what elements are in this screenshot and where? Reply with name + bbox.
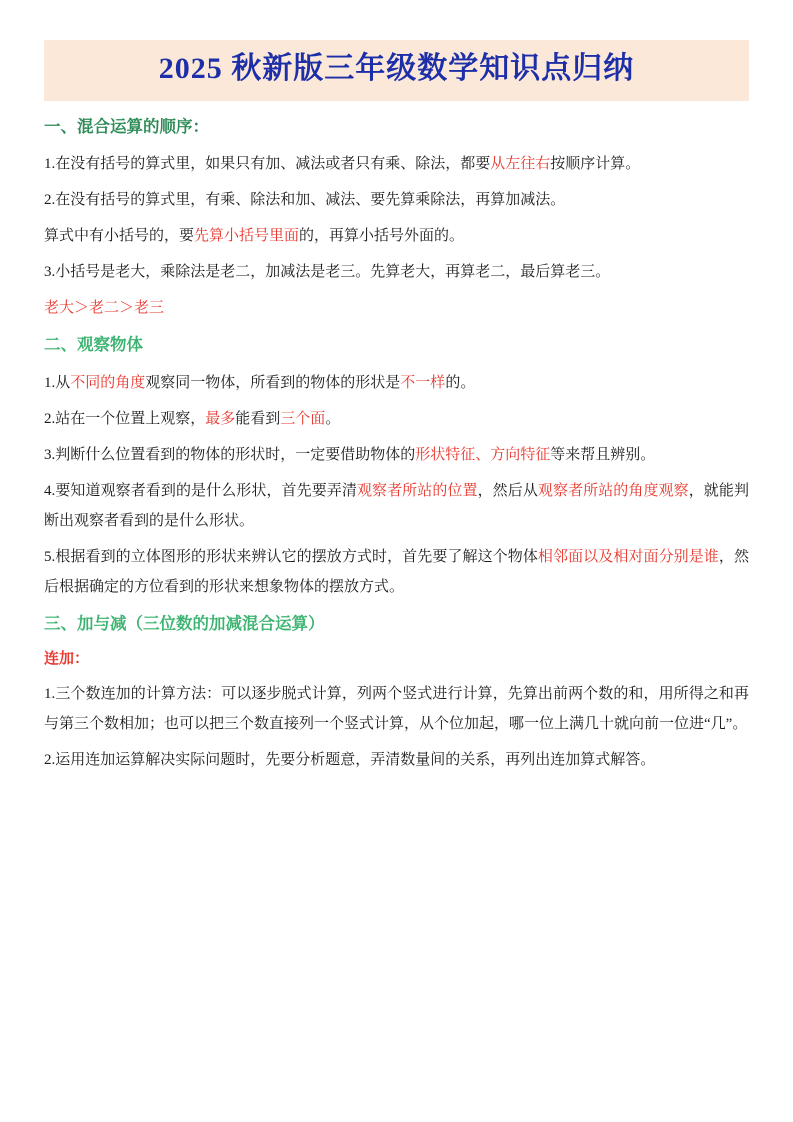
text-run: 。 — [325, 411, 341, 427]
body-paragraph — [44, 293, 749, 323]
text-run: 先算小括号里面 — [194, 228, 300, 245]
sub-heading — [44, 647, 749, 671]
text-run: 观察者所站的角度观察 — [537, 483, 689, 499]
text-run: 最多 — [205, 411, 236, 427]
text-run: 算式中有小括号的，要 — [44, 228, 195, 245]
title-banner — [44, 40, 749, 101]
page-title: 2025 秋新版三年级数学知识点归纳 — [158, 52, 635, 85]
document-body — [44, 115, 749, 775]
text-run: 的。 — [445, 375, 476, 391]
text-run: 不一样 — [400, 375, 446, 391]
text-run: 从左往右 — [490, 156, 551, 173]
text-run: 形状特征、方向特征 — [415, 447, 551, 463]
body-paragraph — [44, 149, 749, 179]
body-paragraph — [44, 257, 749, 287]
text-run: 4.要知道观察者看到的是什么形状，首先要弄清 — [44, 483, 357, 499]
text-run: 老大＞老二＞老三 — [44, 300, 165, 317]
body-paragraph — [44, 404, 749, 434]
text-run: ，就能判断出观察者看到的是什么形状。 — [44, 483, 749, 529]
body-paragraph — [44, 542, 749, 602]
body-paragraph — [44, 679, 749, 739]
text-run: 不同的角度 — [70, 375, 146, 391]
text-run: 等来帮且辨别。 — [550, 447, 656, 463]
body-paragraph — [44, 185, 749, 215]
body-paragraph — [44, 745, 749, 775]
section-heading: 二、观察物体 — [44, 335, 143, 355]
body-paragraph — [44, 368, 749, 398]
text-run: 2.在没有括号的算式里，有乘、除法和加、减法、要先算乘除法，再算加减法。 — [44, 192, 566, 209]
text-run: ，然后根据确定的方位看到的形状来想象物体的摆放方式。 — [44, 549, 749, 595]
text-run: 三个面 — [280, 411, 326, 427]
text-run: 能看到 — [235, 411, 281, 427]
body-paragraph — [44, 440, 749, 470]
section-heading: 三、加与减（三位数的加减混合运算） — [44, 614, 325, 633]
text-run: 的，再算小括号外面的。 — [299, 228, 465, 245]
text-run: 1.从 — [44, 375, 71, 391]
text-run: 1.在没有括号的算式里，如果只有加、减法或者只有乘、除法，都要 — [44, 156, 491, 173]
section-heading: 一、混合运算的顺序： — [44, 116, 209, 136]
text-run: 5.根据看到的立体图形的形状来辨认它的摆放方式时，首先要了解这个物体 — [44, 549, 538, 565]
text-run: 观察同一物体，所看到的物体的形状是 — [145, 375, 401, 391]
text-run: 2.运用连加运算解决实际问题时，先要分析题意，弄清数量间的关系，再列出连加算式解答。 — [44, 751, 656, 768]
body-paragraph — [44, 221, 749, 251]
text-run: 连加： — [44, 650, 90, 667]
text-run: 3.判断什么位置看到的物体的形状时，一定要借助物体的 — [44, 447, 416, 463]
text-run: ，然后从 — [477, 483, 538, 499]
body-paragraph — [44, 476, 749, 536]
text-run: 观察者所站的位置 — [356, 483, 478, 499]
text-run: 按顺序计算。 — [550, 156, 641, 173]
text-run: 3.小括号是老大，乘除法是老二，加减法是老三。先算老大，再算老二，最后算老三。 — [44, 264, 611, 281]
text-run: 1.三个数连加的计算方法：可以逐步脱式计算，列两个竖式进行计算，先算出前两个数的和，用所得之和再与第三个数相加；也可以把三个数直接列一个竖式计算，从个位加起，哪一位上满几十就向前一位进“几”。 — [44, 685, 749, 732]
text-run: 2.站在一个位置上观察， — [44, 411, 206, 427]
text-run: 相邻面以及相对面分别是谁 — [537, 549, 719, 565]
